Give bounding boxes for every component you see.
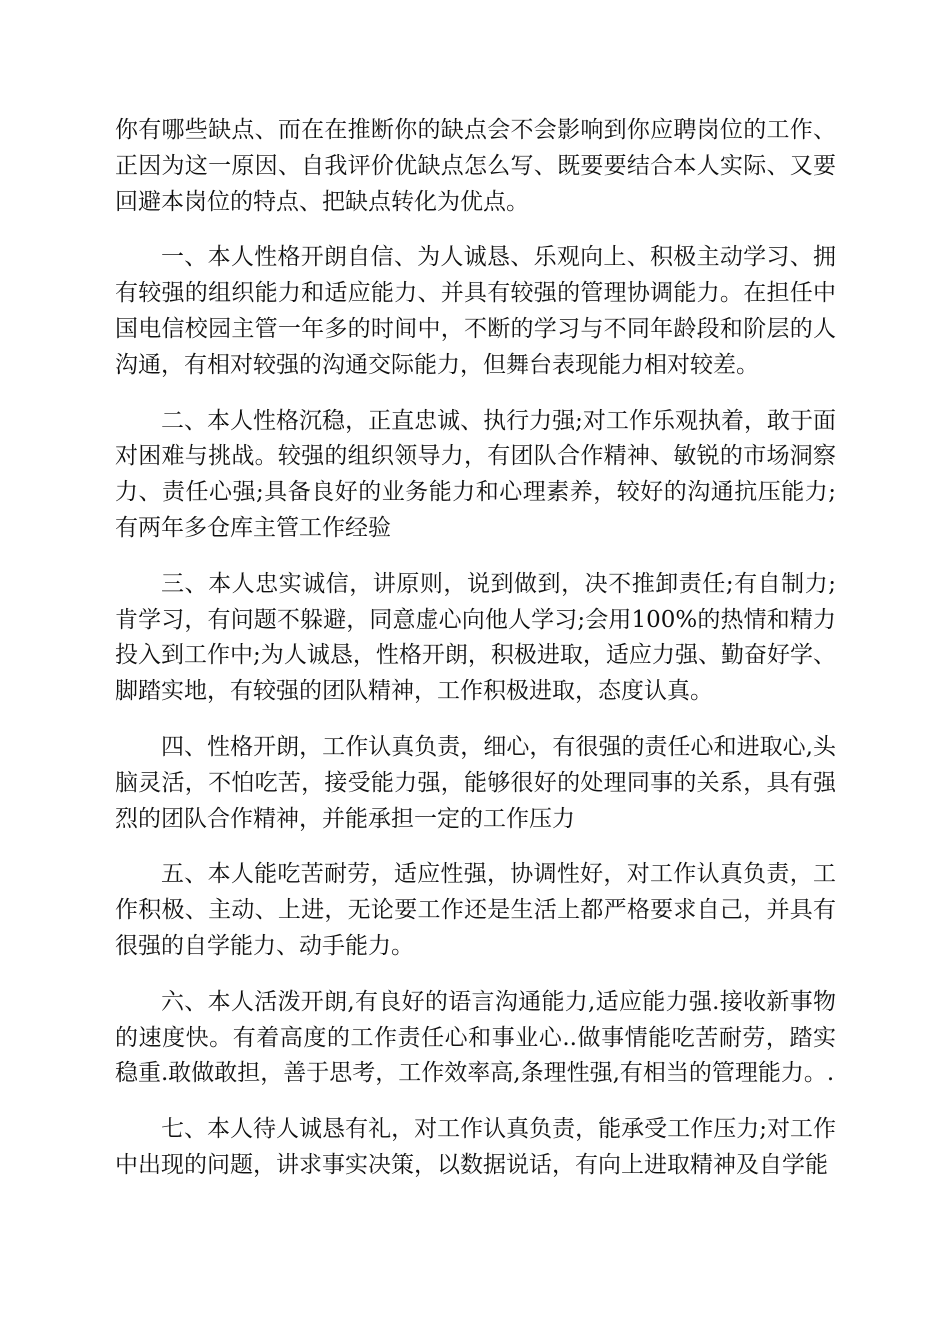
- paragraph-3: 三、本人忠实诚信，讲原则，说到做到，决不推卸责任;有自制力;肯学习，有问题不躲避，同意虚心向他人学习;会用100%的热情和精力投入到工作中;为人诚恳，性格开朗，积极进取，适应力强、勤奋好学、脚踏实地，有较强的团队精神，工作积极进取，态度认真。: [115, 570, 836, 705]
- paragraph-6: 六、本人活泼开朗,有良好的语言沟通能力,适应能力强.接收新事物的速度快。有着高度的工作责任心和事业心..做事情能吃苦耐劳，踏实稳重.敢做敢担，善于思考，工作效率高,条理性强,有相当的管理能力。.: [115, 988, 836, 1087]
- paragraph-7: 七、本人待人诚恳有礼，对工作认真负责，能承受工作压力;对工作中出现的问题，讲求事实决策，以数据说话，有向上进取精神及自学能: [115, 1116, 836, 1178]
- paragraph-1: 一、本人性格开朗自信、为人诚恳、乐观向上、积极主动学习、拥有较强的组织能力和适应能力、并具有较强的管理协调能力。在担任中国电信校园主管一年多的时间中，不断的学习与不同年龄段和阶层的人沟通，有相对较强的沟通交际能力，但舞台表现能力相对较差。: [115, 244, 836, 378]
- paragraph-5: 五、本人能吃苦耐劳，适应性强，协调性好，对工作认真负责，工作积极、主动、上进，无论要工作还是生活上都严格要求自己，并具有很强的自学能力、动手能力。: [115, 861, 836, 959]
- paragraph-2: 二、本人性格沉稳，正直忠诚、执行力强;对工作乐观执着，敢于面对困难与挑战。较强的组织领导力，有团队合作精神、敏锐的市场洞察力、责任心强;具备良好的业务能力和心理素养，较好的沟通抗压能力;有两年多仓库主管工作经验: [115, 407, 836, 541]
- intro-paragraph: 你有哪些缺点、而在在推断你的缺点会不会影响到你应聘岗位的工作、正因为这一原因、自我评价优缺点怎么写、既要要结合本人实际、又要回避本岗位的特点、把缺点转化为优点。: [115, 117, 836, 215]
- paragraph-4: 四、性格开朗，工作认真负责，细心，有很强的责任心和进取心,头脑灵活，不怕吃苦，接受能力强，能够很好的处理同事的关系，具有强烈的团队合作精神，并能承担一定的工作压力: [115, 733, 836, 832]
